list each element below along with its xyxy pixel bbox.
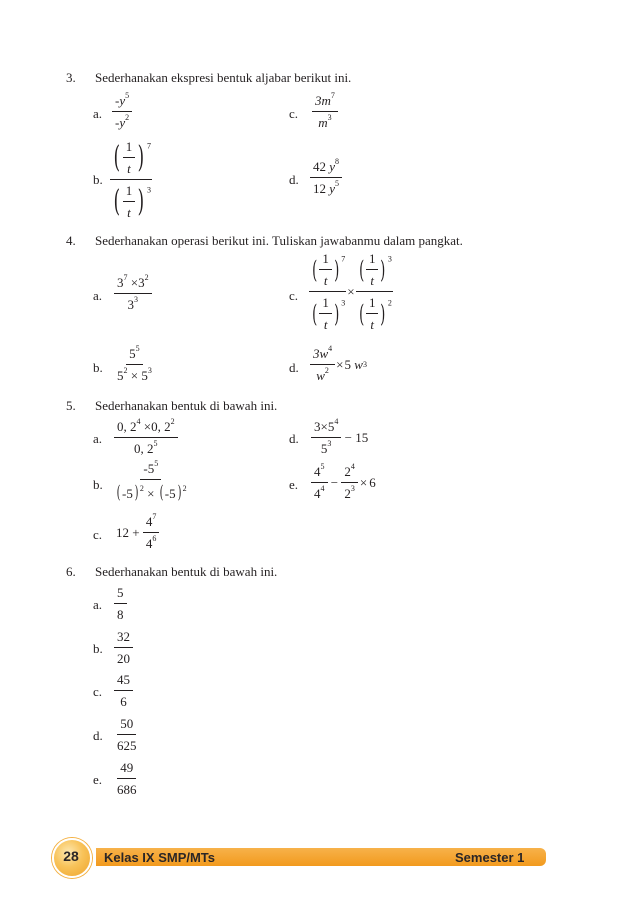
q3b-label: b.	[93, 172, 103, 187]
q5d-expression: $3\times 5^4$ $5^3$ − 15	[311, 420, 368, 455]
q4b-label: b.	[93, 360, 103, 375]
question-5-number: 5.	[66, 398, 76, 413]
q5e-expression: $4^5$ $4^4$ − $\frac{2^4}{2^3}$ × 6	[311, 465, 376, 500]
q4c-expression: ( 1 t ) $^7$ ( 1 t ) $^3$ × ( 1 t ) $^3$ ( 1 t ) $^2$	[309, 252, 393, 331]
q3a-label: a.	[93, 106, 103, 121]
q3c-expression: $\frac{3m^7}{m^3}$	[312, 94, 338, 129]
question-6-number: 6.	[66, 564, 76, 579]
q5b-label: b.	[93, 477, 103, 492]
q4d-expression: $\frac{3w^4}{w^2}$ × 5 w 3	[310, 347, 367, 382]
q5a-label: a.	[93, 431, 103, 446]
q5b-expression: $-5^5$ ( -5 ) $^2$ × ( -5 ) $^2$	[116, 459, 187, 503]
q4b-expression: $\frac{5^5}{5^2 \times 5^3}$	[117, 344, 152, 383]
question-6-text: Sederhanakan bentuk di bawah ini.	[95, 564, 278, 579]
question-5-text: Sederhanakan bentuk di bawah ini.	[95, 398, 278, 413]
q5c-label: c.	[93, 527, 103, 542]
q6a-fraction: $\frac{5}{8}$	[114, 586, 127, 621]
q6b-label: b.	[93, 641, 103, 656]
q3a-expression: $\frac{-y^5}{-y^2}$	[112, 94, 132, 129]
q3d-label: d.	[289, 172, 299, 187]
question-3-text: Sederhanakan ekspresi bentuk aljabar berikut ini.	[95, 70, 352, 85]
q5a-expression: $\frac{0, 2^4 \times 0, 2^2}{0, 2^5}$	[114, 420, 178, 455]
q4d-label: d.	[289, 360, 299, 375]
q6c-fraction: $\frac{45}{6}$	[114, 673, 133, 708]
q5d-label: d.	[289, 431, 299, 446]
q3d-expression: $\frac{42 y^8}{12 y^5}$	[310, 160, 342, 195]
question-4-text: Sederhanakan operasi berikut ini. Tuliskan jawabanmu dalam pangkat.	[95, 233, 463, 248]
q6c-label: c.	[93, 684, 103, 699]
q6d-fraction: $\frac{50}{625}$	[117, 716, 137, 753]
q6b-fraction: $\frac{32}{20}$	[114, 630, 133, 665]
q4a-expression: $\frac{3^7 \times 3^2}{3^3}$	[114, 276, 152, 311]
q6d-label: d.	[93, 728, 103, 743]
question-4-number: 4.	[66, 233, 76, 248]
q5c-expression: 12 + $\frac{4^7}{4^6}$	[116, 515, 159, 550]
q6a-label: a.	[93, 597, 103, 612]
q3c-label: c.	[289, 106, 299, 121]
question-3-number: 3.	[66, 70, 76, 85]
q4a-label: a.	[93, 288, 103, 303]
q5e-label: e.	[289, 477, 299, 492]
footer-semester: Semester 1	[455, 850, 525, 865]
q6e-fraction: $\frac{49}{686}$	[117, 760, 137, 797]
q3b-expression: ( 1 t ) $^7$ ( 1 t ) $^3$	[110, 140, 152, 219]
page-number: 28	[63, 848, 79, 864]
q6e-label: e.	[93, 772, 103, 787]
q4c-label: c.	[289, 288, 299, 303]
footer-book-title: Kelas IX SMP/MTs	[104, 850, 216, 865]
